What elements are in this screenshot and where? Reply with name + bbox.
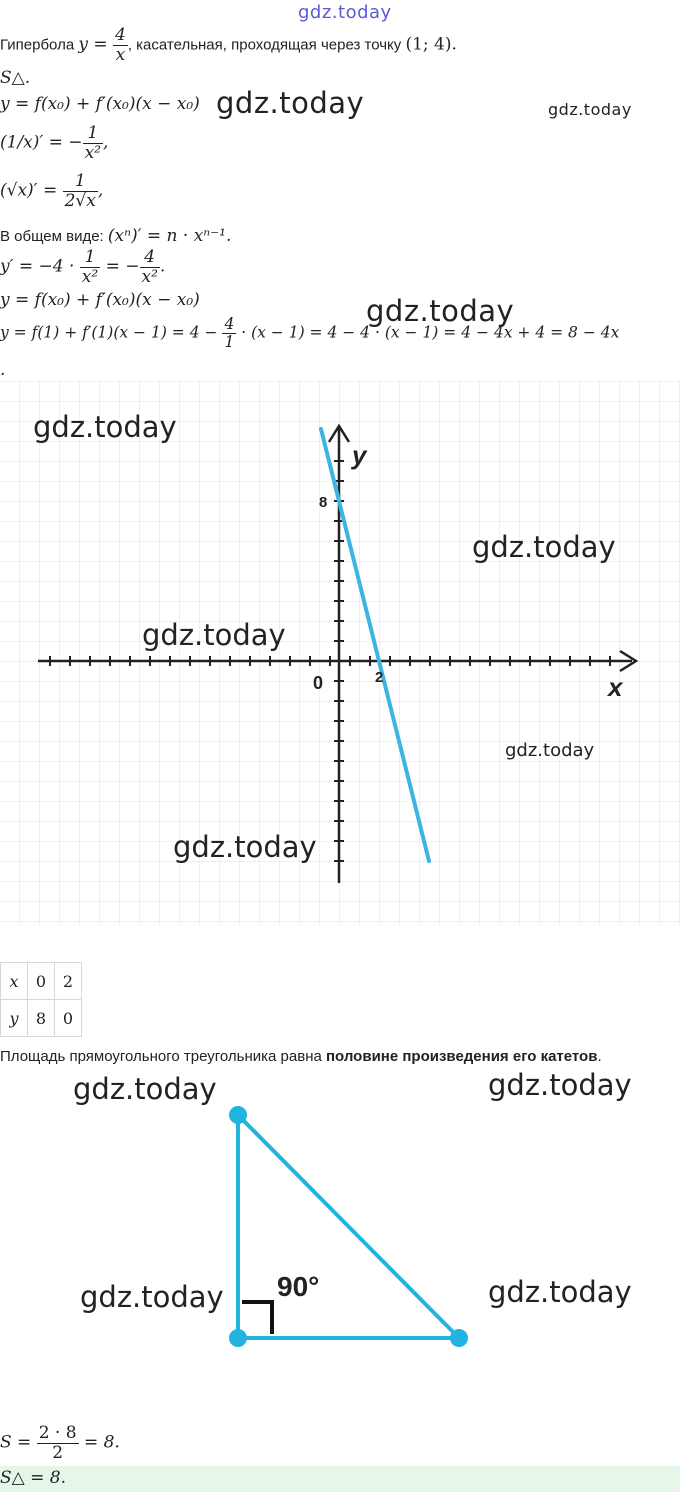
intro-frac-num: 4: [115, 25, 126, 45]
function-graph: [0, 380, 680, 925]
tangent-general-line: y = f(x₀) + f′(x₀)(x − x₀): [0, 94, 200, 114]
watermark: gdz.today: [488, 1068, 632, 1102]
answer-highlight: [0, 1466, 680, 1492]
watermark: gdz.today: [216, 86, 365, 120]
yprime-lhs: y′ = −4 ·: [0, 256, 80, 277]
intro-text-b: , касательная, проходящая через точку: [127, 36, 406, 54]
yprime-line: [0, 248, 165, 286]
table-row: [1, 1000, 82, 1037]
area-calc-den: 2: [52, 1442, 64, 1463]
triangle-vertex-top: [229, 1106, 247, 1124]
s-triangle-line: S△.: [0, 68, 31, 88]
watermark: gdz.today: [33, 410, 177, 444]
general-formula: (xⁿ)′ = n · xⁿ⁻¹.: [107, 226, 232, 246]
watermark: gdz.today: [73, 1072, 217, 1106]
area-rule-text-a: Площадь прямоугольного треугольника равна: [0, 1048, 326, 1065]
general-text: В общем виде:: [0, 228, 108, 245]
tangent-calc-den: 1: [224, 333, 235, 352]
deriv-recip-lhs: (1/x)′ = −: [0, 132, 83, 153]
triangle-figure: [0, 1062, 680, 1392]
values-table: [0, 962, 82, 1037]
intro-fraction: [113, 26, 128, 64]
area-calc-fraction: [37, 1424, 79, 1462]
triangle-vertex-right-angle: [229, 1329, 247, 1347]
intro-point: (1; 4).: [405, 34, 457, 55]
angle-label: 90°: [277, 1271, 320, 1302]
answer-text: S△ = 8.: [0, 1468, 66, 1488]
yprime-num: 1: [80, 248, 100, 268]
watermark: gdz.today: [505, 740, 595, 761]
tangent-calc-b: · (x − 1) = 4 − 4 · (x − 1) = 4 − 4x + 4 = 8 − 4x: [236, 323, 620, 342]
deriv-sqrt-num: 1: [63, 172, 98, 192]
y-axis-label: y: [352, 440, 367, 470]
deriv-sqrt-line: (√x)′ = $\frac{1}{2√x}$ ,: [0, 171, 104, 211]
watermark: gdz.today: [548, 100, 632, 119]
deriv-sqrt-den: 2√x: [64, 190, 96, 211]
right-triangle: [229, 1106, 468, 1347]
table-cell: 2: [55, 963, 82, 1000]
table-row: [1, 963, 82, 1000]
area-calc-rhs: = 8.: [78, 1432, 120, 1453]
right-angle-mark: [242, 1302, 272, 1334]
general-line: [0, 226, 231, 246]
yprime-mid: = −: [100, 256, 140, 277]
origin-label: 0: [313, 673, 324, 693]
deriv-recip-den: x²: [84, 142, 101, 163]
intro-text-a: Гипербола: [0, 36, 79, 54]
area-calc-line: [0, 1424, 120, 1462]
table-cell: y: [1, 1000, 28, 1037]
deriv-recip-num: 1: [83, 124, 103, 144]
area-rule-text-b: .: [597, 1048, 602, 1065]
yprime-num2: 4: [140, 248, 160, 268]
area-calc-lhs: S =: [0, 1432, 37, 1453]
deriv-sqrt-lhs: (√x)′ =: [0, 180, 63, 201]
deriv-recip-line: (1/x)′ = − $\frac{1}{\text{x²}}$ ,: [0, 123, 109, 163]
yprime-den2: x²: [141, 266, 158, 287]
tangent-calc-a: y = f(1) + f′(1)(x − 1) = 4 −: [0, 323, 223, 342]
area-calc-num: 2 · 8: [38, 1423, 77, 1443]
watermark: gdz.today: [173, 830, 317, 864]
watermark: gdz.today: [142, 618, 286, 652]
intro-formula-y: y =: [78, 34, 113, 55]
deriv-recip-fraction: [83, 124, 103, 162]
table-cell: 0: [55, 1000, 82, 1037]
watermark-top: gdz.today: [298, 2, 392, 23]
intro-line: [0, 26, 457, 64]
deriv-sqrt-fraction: [63, 172, 98, 210]
area-rule-bold: половине произведения его катетов: [326, 1048, 598, 1065]
intro-frac-den: x: [115, 44, 126, 65]
table-cell: x: [1, 963, 28, 1000]
watermark: gdz.today: [472, 530, 616, 564]
watermark: gdz.today: [488, 1275, 632, 1309]
x-tick-label-2: 2: [375, 669, 384, 686]
tangent-general-line-2: y = f(x₀) + f′(x₀)(x − x₀): [0, 290, 200, 310]
yprime-den: x²: [81, 266, 99, 287]
tangent-calc-fraction: [222, 316, 236, 351]
watermark: gdz.today: [80, 1280, 224, 1314]
triangle-vertex-right: [450, 1329, 468, 1347]
dot-line: .: [0, 360, 6, 380]
tangent-calc-num: 4: [224, 315, 235, 333]
table-cell: 8: [28, 1000, 55, 1037]
yprime-fraction-1: [80, 248, 100, 286]
yprime-end: .: [159, 256, 166, 277]
tangent-calc-line: [0, 316, 619, 351]
x-axis-label: x: [608, 672, 623, 702]
yprime-fraction-2: [140, 248, 160, 286]
y-tick-label-8: 8: [319, 494, 328, 511]
watermark: gdz.today: [366, 294, 515, 328]
table-cell: 0: [28, 963, 55, 1000]
